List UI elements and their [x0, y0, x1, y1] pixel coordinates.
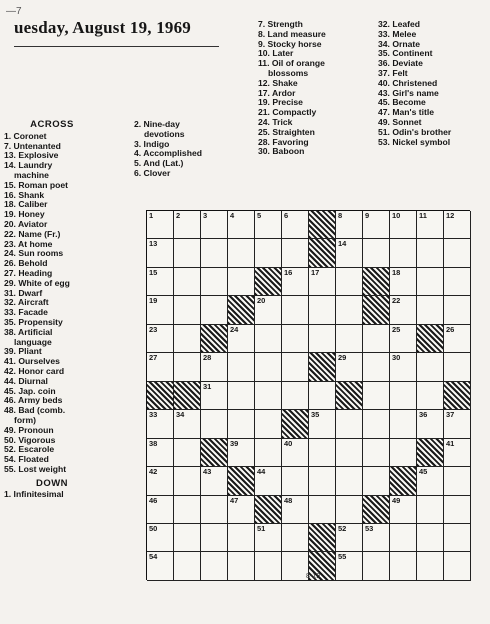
across-clue: 24. Sun rooms [4, 248, 64, 259]
grid-square[interactable] [336, 410, 363, 438]
grid-square[interactable] [228, 524, 255, 552]
grid-square[interactable] [174, 353, 201, 381]
across-clue: 33. Facade [4, 307, 48, 318]
down-clue: 3. Indigo [134, 138, 170, 149]
grid-square[interactable] [147, 410, 174, 438]
across-clue: 22. Name (Fr.) [4, 228, 61, 239]
grid-block [363, 496, 390, 524]
grid-block [201, 325, 228, 353]
across-clue: language [14, 336, 52, 347]
grid-square[interactable] [390, 325, 417, 353]
grid-block [309, 353, 336, 381]
grid-square[interactable] [147, 467, 174, 495]
grid-square[interactable] [201, 496, 228, 524]
grid-square[interactable] [444, 211, 471, 239]
grid-square[interactable] [390, 439, 417, 467]
grid-block [228, 296, 255, 324]
grid-square[interactable] [228, 439, 255, 467]
down-clue: 49. Sonnet [378, 116, 422, 127]
square-number: 40 [284, 438, 293, 448]
grid-block [174, 382, 201, 410]
square-number: 19 [149, 296, 158, 306]
grid-square[interactable] [201, 524, 228, 552]
down-clue: 10. Later [258, 48, 294, 59]
across-clue: 15. Roman poet [4, 179, 68, 190]
grid-square[interactable] [444, 268, 471, 296]
across-clue: 54. Floated [4, 454, 49, 465]
grid-square[interactable] [309, 325, 336, 353]
across-clue: machine [14, 169, 49, 180]
grid-square[interactable] [417, 496, 444, 524]
grid-square[interactable] [282, 325, 309, 353]
grid-square[interactable] [228, 239, 255, 267]
square-number: 9 [365, 211, 370, 220]
square-number: 55 [338, 552, 347, 562]
grid-square[interactable] [444, 467, 471, 495]
grid-square[interactable] [201, 552, 228, 580]
square-number: 41 [446, 438, 455, 448]
down-clue: 25. Straighten [258, 126, 315, 137]
grid-square[interactable] [417, 467, 444, 495]
down-clue: 28. Favoring [258, 136, 309, 147]
grid-square[interactable] [174, 496, 201, 524]
grid-square[interactable] [309, 268, 336, 296]
grid-square[interactable] [282, 239, 309, 267]
grid-square[interactable] [174, 552, 201, 580]
across-clue: 16. Shank [4, 189, 45, 200]
grid-square[interactable] [390, 496, 417, 524]
grid-square[interactable] [201, 211, 228, 239]
grid-square[interactable] [336, 353, 363, 381]
down-clue: 51. Odin's brother [378, 126, 452, 137]
across-clue: 50. Vigorous [4, 434, 56, 445]
grid-square[interactable] [228, 211, 255, 239]
grid-square[interactable] [336, 552, 363, 580]
across-clue: 13. Explosive [4, 150, 59, 161]
grid-square[interactable] [390, 382, 417, 410]
down-clue: blossoms [268, 67, 309, 78]
across-clue: 19. Honey [4, 209, 45, 220]
grid-square[interactable] [255, 382, 282, 410]
grid-square[interactable] [201, 353, 228, 381]
across-clue: 20. Aviator [4, 218, 48, 229]
grid-square[interactable] [417, 410, 444, 438]
grid-square[interactable] [282, 382, 309, 410]
down-clues-right [378, 20, 488, 147]
grid-square[interactable] [282, 496, 309, 524]
grid-square[interactable] [363, 353, 390, 381]
down-clue: 32. Leafed [378, 19, 421, 29]
down-clues-mid [258, 20, 373, 157]
down-clues-col2 [134, 120, 246, 179]
grid-square[interactable] [228, 382, 255, 410]
square-number: 44 [257, 467, 266, 477]
grid-square[interactable] [309, 296, 336, 324]
grid-block [309, 239, 336, 267]
grid-square[interactable] [174, 211, 201, 239]
grid-block [444, 382, 471, 410]
date-stamp: 8-19 [306, 573, 321, 580]
grid-square[interactable] [417, 382, 444, 410]
grid-square[interactable] [147, 496, 174, 524]
grid-square[interactable] [363, 382, 390, 410]
grid-square[interactable] [336, 239, 363, 267]
grid-square[interactable] [174, 524, 201, 552]
grid-square[interactable] [363, 439, 390, 467]
grid-square[interactable] [147, 439, 174, 467]
grid-block [417, 325, 444, 353]
grid-square[interactable] [255, 239, 282, 267]
grid-block [255, 268, 282, 296]
grid-square[interactable] [255, 524, 282, 552]
down-clue: 34. Ornate [378, 38, 421, 49]
across-clue: 55. Lost weight [4, 463, 67, 474]
across-list [4, 132, 100, 475]
down-clue: 12. Shake [258, 77, 298, 88]
grid-square[interactable] [336, 439, 363, 467]
down-clue: 45. Become [378, 97, 426, 108]
grid-square[interactable] [147, 268, 174, 296]
across-clue: 1. Coronet [4, 130, 47, 141]
square-number: 53 [365, 523, 374, 533]
down-clue: 9. Stocky horse [258, 38, 322, 49]
across-clue: 14. Laundry [4, 160, 53, 171]
square-number: 20 [257, 296, 266, 306]
across-heading: ACROSS [30, 119, 74, 130]
square-number: 43 [203, 467, 212, 477]
grid-square[interactable] [336, 268, 363, 296]
grid-square[interactable] [228, 353, 255, 381]
grid-square[interactable] [390, 239, 417, 267]
grid-block [282, 410, 309, 438]
down-clue: 5. And (Lat.) [134, 158, 184, 169]
across-clue: 38. Artificial [4, 326, 53, 337]
grid-square[interactable] [336, 524, 363, 552]
down-clue: 53. Nickel symbol [378, 136, 451, 147]
grid-square[interactable] [444, 410, 471, 438]
down-clue: 19. Precise [258, 97, 303, 108]
down-clue: 11. Oil of orange [258, 58, 325, 69]
square-number: 54 [149, 552, 158, 562]
square-number: 52 [338, 523, 347, 533]
across-clue: 48. Bad (comb. [4, 405, 66, 416]
grid-block [255, 496, 282, 524]
grid-square[interactable] [417, 552, 444, 580]
grid-square[interactable] [147, 524, 174, 552]
grid-square[interactable] [363, 211, 390, 239]
square-number: 4 [230, 211, 235, 220]
grid-square[interactable] [390, 524, 417, 552]
grid-square[interactable] [174, 467, 201, 495]
grid-square[interactable] [201, 268, 228, 296]
grid-block [336, 382, 363, 410]
grid-square[interactable] [201, 410, 228, 438]
square-number: 26 [446, 324, 455, 334]
grid-square[interactable] [336, 211, 363, 239]
grid-square[interactable] [444, 552, 471, 580]
square-number: 2 [176, 211, 181, 220]
grid-square[interactable] [282, 524, 309, 552]
grid-square[interactable] [255, 211, 282, 239]
grid-square[interactable] [336, 496, 363, 524]
square-number: 30 [392, 353, 401, 363]
down-clue: 37. Felt [378, 67, 408, 78]
crossword-grid [146, 210, 470, 580]
date-underline [14, 46, 219, 47]
across-clue: 52. Escarole [4, 444, 55, 455]
page-date: uesday, August 19, 1969 [14, 18, 192, 37]
grid-block [228, 467, 255, 495]
grid-square[interactable] [174, 268, 201, 296]
across-clues [4, 120, 100, 500]
grid-square[interactable] [228, 496, 255, 524]
square-number: 42 [149, 467, 158, 477]
square-number: 24 [230, 324, 239, 334]
square-number: 46 [149, 495, 158, 505]
across-clue: 44. Diurnal [4, 375, 48, 386]
square-number: 22 [392, 296, 401, 306]
grid-square[interactable] [147, 296, 174, 324]
square-number: 48 [284, 495, 293, 505]
across-clue: 18. Caliber [4, 199, 48, 210]
grid-block [147, 382, 174, 410]
grid-square[interactable] [228, 325, 255, 353]
clue-down-1: 1. Infinitesimal [4, 489, 64, 500]
square-number: 15 [149, 267, 158, 277]
grid-square[interactable] [417, 268, 444, 296]
across-clue: 31. Dwarf [4, 287, 43, 298]
grid-square[interactable] [147, 239, 174, 267]
grid-square[interactable] [309, 410, 336, 438]
across-clue: 23. At home [4, 238, 53, 249]
across-clue: 45. Jap. coin [4, 385, 56, 396]
down-clue: 33. Melee [378, 28, 417, 39]
across-clue: 39. Pliant [4, 346, 42, 357]
across-clue: 42. Honor card [4, 365, 65, 376]
grid-square[interactable] [444, 239, 471, 267]
square-number: 6 [284, 211, 289, 220]
down-clue: 35. Continent [378, 48, 433, 59]
grid-square[interactable] [309, 467, 336, 495]
grid-square[interactable] [255, 296, 282, 324]
grid-square[interactable] [282, 552, 309, 580]
grid-square[interactable] [255, 410, 282, 438]
grid-square[interactable] [282, 467, 309, 495]
grid-block [363, 296, 390, 324]
down-clue: 30. Baboon [258, 146, 305, 157]
down-clue: devotions [144, 128, 185, 139]
square-number: 50 [149, 523, 158, 533]
square-number: 1 [149, 211, 154, 220]
square-number: 23 [149, 324, 158, 334]
grid-square[interactable] [417, 353, 444, 381]
grid-square[interactable] [390, 268, 417, 296]
square-number: 12 [446, 211, 455, 220]
grid-block [363, 268, 390, 296]
grid-square[interactable] [444, 296, 471, 324]
grid-square[interactable] [201, 382, 228, 410]
down-clue: 17. Ardor [258, 87, 296, 98]
grid-square[interactable] [255, 325, 282, 353]
square-number: 45 [419, 467, 428, 477]
square-number: 16 [284, 267, 293, 277]
grid-square[interactable] [417, 296, 444, 324]
grid-square[interactable] [444, 524, 471, 552]
square-number: 25 [392, 324, 401, 334]
down-clue: 47. Man's title [378, 107, 435, 118]
across-clue: 49. Pronoun [4, 424, 54, 435]
grid-block [390, 467, 417, 495]
down-clue: 6. Clover [134, 167, 171, 178]
grid-square[interactable] [282, 439, 309, 467]
grid-square[interactable] [336, 467, 363, 495]
grid-block [309, 211, 336, 239]
grid-square[interactable] [444, 325, 471, 353]
grid-square[interactable] [390, 211, 417, 239]
grid-square[interactable] [417, 239, 444, 267]
grid-square[interactable] [390, 410, 417, 438]
grid-square[interactable] [201, 467, 228, 495]
grid-square[interactable] [363, 552, 390, 580]
down-clue: 40. Christened [378, 77, 438, 88]
grid-square[interactable] [174, 239, 201, 267]
grid-square[interactable] [147, 211, 174, 239]
square-number: 37 [446, 410, 455, 420]
grid-square[interactable] [363, 467, 390, 495]
square-number: 3 [203, 211, 208, 220]
grid-square[interactable] [336, 325, 363, 353]
square-number: 5 [257, 211, 262, 220]
square-number: 27 [149, 353, 158, 363]
square-number: 39 [230, 438, 239, 448]
grid-square[interactable] [255, 552, 282, 580]
across-clue: 26. Behold [4, 258, 48, 269]
across-clue: 27. Heading [4, 267, 53, 278]
square-number: 49 [392, 495, 401, 505]
grid-square[interactable] [390, 296, 417, 324]
grid-square[interactable] [363, 410, 390, 438]
square-number: 31 [203, 381, 212, 391]
square-number: 35 [311, 410, 320, 420]
grid-square[interactable] [309, 496, 336, 524]
grid-square[interactable] [309, 439, 336, 467]
grid-square[interactable] [444, 439, 471, 467]
grid-square[interactable] [174, 325, 201, 353]
square-number: 29 [338, 353, 347, 363]
down-heading: DOWN [35, 477, 69, 489]
square-number: 18 [392, 267, 401, 277]
down-clue: 8. Land measure [258, 28, 326, 39]
grid-square[interactable] [255, 353, 282, 381]
grid-square[interactable] [255, 467, 282, 495]
square-number: 34 [176, 410, 185, 420]
grid-square[interactable] [147, 325, 174, 353]
grid-square[interactable] [174, 410, 201, 438]
grid-block [201, 439, 228, 467]
grid-square[interactable] [282, 353, 309, 381]
down-clue: 7. Strength [258, 19, 303, 29]
across-clue: 7. Untenanted [4, 140, 61, 151]
grid-block [417, 439, 444, 467]
across-clue: 46. Army beds [4, 395, 63, 406]
down-clue: 21. Compactly [258, 107, 317, 118]
square-number: 28 [203, 353, 212, 363]
grid-square[interactable] [390, 552, 417, 580]
grid-square[interactable] [363, 325, 390, 353]
square-number: 10 [392, 211, 401, 220]
grid-square[interactable] [363, 239, 390, 267]
across-clue: 29. White of egg [4, 277, 70, 288]
grid-square[interactable] [336, 296, 363, 324]
square-number: 33 [149, 410, 158, 420]
grid-square[interactable] [444, 496, 471, 524]
grid-square[interactable] [201, 239, 228, 267]
grid-square[interactable] [147, 552, 174, 580]
corner-mark: —7 [6, 6, 22, 17]
down-clue: 2. Nine-day [134, 119, 180, 129]
down-clue: 36. Deviate [378, 58, 423, 69]
square-number: 36 [419, 410, 428, 420]
grid-square[interactable] [417, 211, 444, 239]
grid-square[interactable] [174, 439, 201, 467]
grid-square[interactable] [417, 524, 444, 552]
grid-square[interactable] [282, 211, 309, 239]
square-number: 17 [311, 267, 320, 277]
grid-square[interactable] [174, 296, 201, 324]
grid-square[interactable] [228, 552, 255, 580]
across-clue: 41. Ourselves [4, 356, 60, 367]
grid-square[interactable] [309, 382, 336, 410]
down-clue: 24. Trick [258, 116, 293, 127]
square-number: 14 [338, 239, 347, 249]
square-number: 13 [149, 239, 158, 249]
grid-square[interactable] [282, 268, 309, 296]
square-number: 51 [257, 523, 266, 533]
grid-square[interactable] [201, 296, 228, 324]
square-number: 38 [149, 438, 158, 448]
grid-block [309, 524, 336, 552]
square-number: 11 [419, 211, 427, 220]
grid-square[interactable] [282, 296, 309, 324]
grid-square[interactable] [444, 353, 471, 381]
grid-square[interactable] [363, 524, 390, 552]
grid-square[interactable] [228, 410, 255, 438]
grid-square[interactable] [228, 268, 255, 296]
grid-square[interactable] [147, 353, 174, 381]
down-clue: 4. Accomplished [134, 148, 202, 159]
across-clue: 35. Propensity [4, 316, 63, 327]
grid-square[interactable] [390, 353, 417, 381]
across-clue: 32. Aircraft [4, 297, 49, 308]
grid-square[interactable] [255, 439, 282, 467]
down-clue: 43. Girl's name [378, 87, 439, 98]
square-number: 8 [338, 211, 343, 220]
square-number: 47 [230, 495, 239, 505]
across-clue: form) [14, 414, 36, 425]
